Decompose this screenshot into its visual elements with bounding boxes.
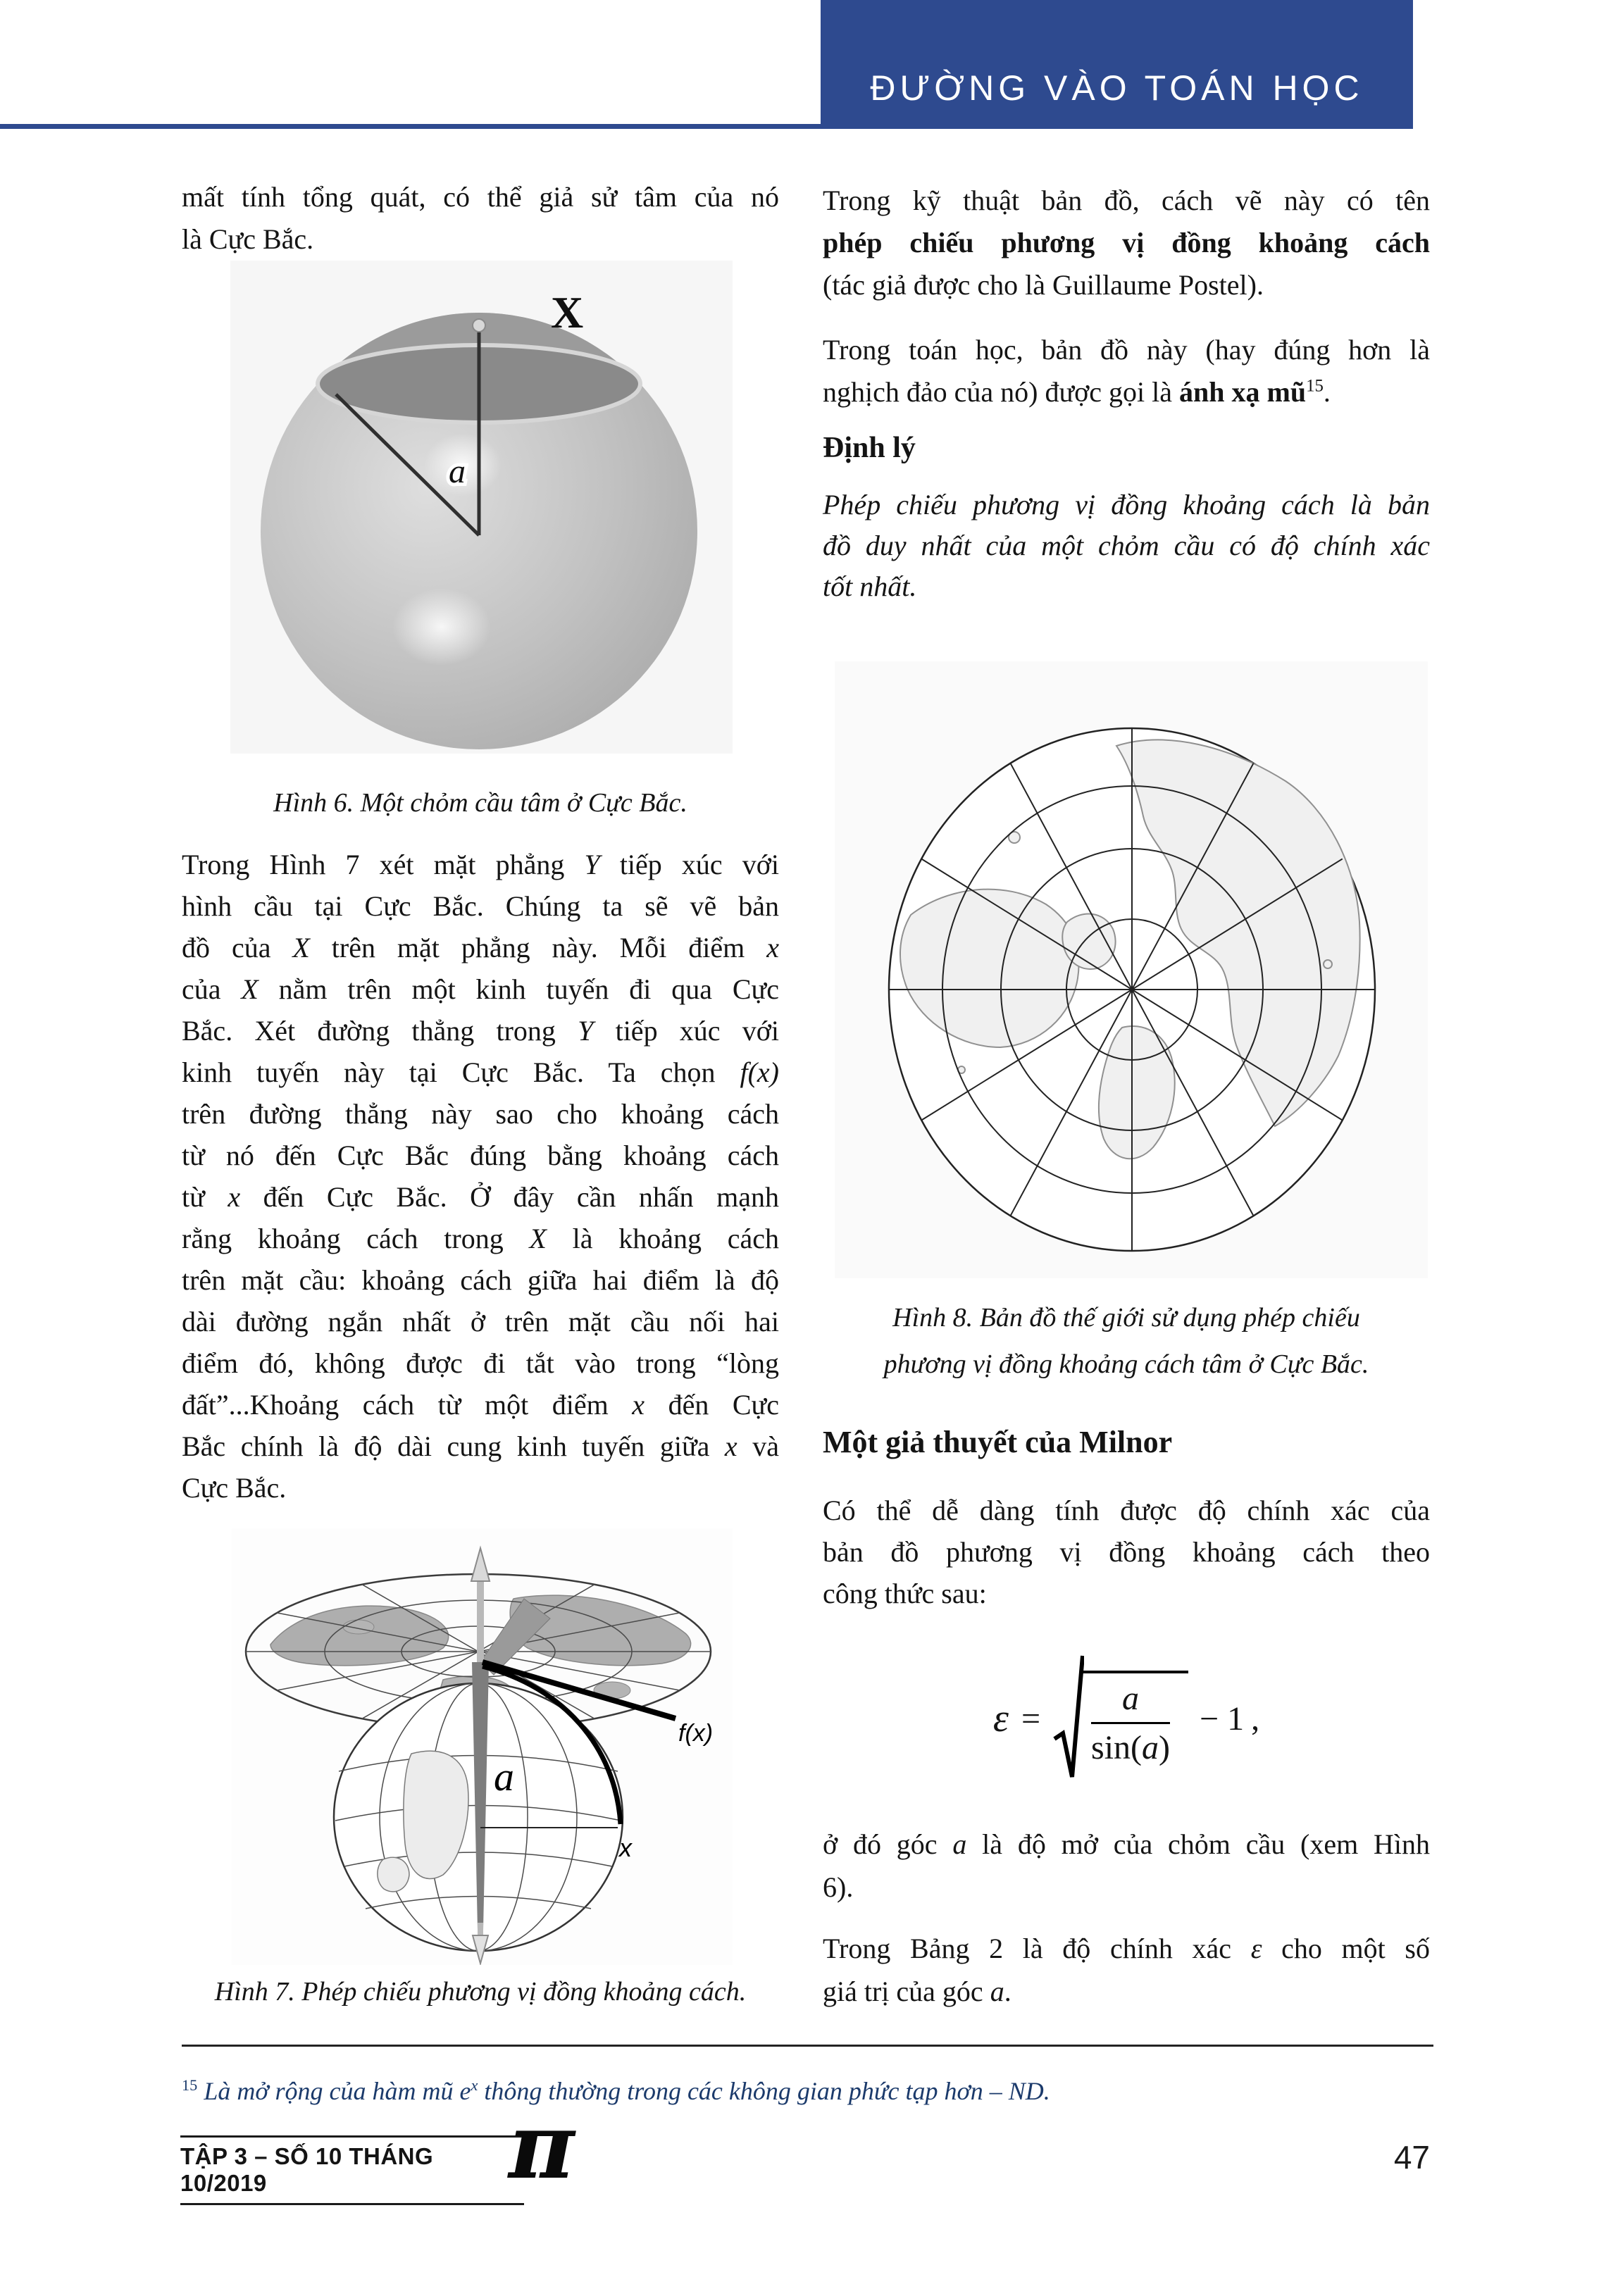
figure-6-caption: Hình 6. Một chỏm cầu tâm ở Cực Bắc.: [273, 788, 687, 818]
left-paragraph-2: [182, 844, 779, 1509]
text-line: Bắc chính là độ dài cung kinh tuyến giữa x và: [182, 1430, 779, 1462]
text-line: dài đường ngắn nhất ở trên mặt cầu nối hai: [182, 1306, 779, 1337]
text-line: bản đồ phương vị đồng khoảng cách theo: [823, 1536, 1430, 1568]
text-line: đồ của X trên mặt phẳng này. Mỗi điểm x: [182, 932, 779, 963]
page-number: 47: [1393, 2139, 1430, 2176]
globe-projection-illustration: [232, 1528, 733, 1965]
formula-epsilon: ε: [992, 1697, 1009, 1740]
text-line: tốt nhất.: [823, 570, 917, 602]
text-line: Phép chiếu phương vị đồng khoảng cách là bản: [823, 489, 1430, 520]
text-line: đồ duy nhất của một chỏm cầu có độ chính xác: [823, 530, 1430, 561]
point-x-label: x: [619, 1833, 632, 1862]
text-line: Có thể dễ dàng tính được độ chính xác của: [823, 1495, 1430, 1526]
polar-map-illustration: [835, 661, 1428, 1278]
header-band: [821, 0, 1413, 129]
text-line: kinh tuyến này tại Cực Bắc. Ta chọn f(x): [182, 1056, 779, 1088]
figure-8-caption-line2: phương vị đồng khoảng cách tâm ở Cực Bắc.: [883, 1349, 1369, 1379]
formula-radical: [1053, 1653, 1188, 1784]
text-line: của X nằm trên một kinh tuyến đi qua Cực: [182, 973, 779, 1005]
right-paragraph-2: [823, 329, 1430, 413]
set-x-label: X: [551, 287, 584, 337]
page-title: ĐƯỜNG VÀO TOÁN HỌC: [870, 68, 1364, 108]
fx-label: f(x): [678, 1720, 714, 1747]
text-line: là Cực Bắc.: [182, 223, 314, 255]
text-line: nghịch đảo của nó) được gọi là ánh xạ $mũ^{15}$.: [823, 376, 1331, 408]
right-paragraph-4: [823, 1823, 1430, 1909]
formula-equals: =: [1021, 1699, 1041, 1737]
text-line: điểm đó, không được đi tắt vào trong “lòng: [182, 1347, 779, 1379]
north-pole-dot: [473, 319, 485, 332]
angle-a-label: a: [449, 453, 466, 490]
text-line: hình cầu tại Cực Bắc. Chúng ta sẽ vẽ bản: [182, 890, 779, 922]
text-line: mất tính tổng quát, có thể giả sử tâm của nó: [182, 181, 779, 213]
text-line: Trong kỹ thuật bản đồ, cách vẽ này có tên: [823, 185, 1430, 216]
right-paragraph-5: [823, 1927, 1430, 2013]
text-line: đất”...Khoảng cách từ một điểm x đến Cực: [182, 1389, 779, 1421]
sphere-cap-illustration: [230, 261, 733, 754]
text-line: từ nó đến Cực Bắc đúng bằng khoảng cách: [182, 1140, 779, 1171]
text-line: công thức sau:: [823, 1578, 987, 1609]
footer-issue: TẬP 3 – SỐ 10 THÁNG 10/2019: [180, 2143, 434, 2196]
formula-comma: ,: [1251, 1699, 1260, 1737]
figure-7-projection: [232, 1528, 733, 1965]
right-paragraph-1: [823, 180, 1430, 306]
text-line: từ x đến Cực Bắc. Ở đây cần nhấn mạnh: [182, 1181, 779, 1213]
text-line: trên đường thẳng này sao cho khoảng cách: [182, 1098, 779, 1130]
angle-a-label: a: [494, 1754, 514, 1799]
text-line: Trong toán học, bản đồ này (hay đúng hơn là: [823, 334, 1430, 366]
pi-magazine-logo: π: [509, 2094, 575, 2200]
theorem-text: [823, 485, 1430, 607]
figure-8-caption-line1: Hình 8. Bản đồ thế giới sử dụng phép chiếu: [892, 1303, 1360, 1333]
footnote-text: $^{15}$ Là mở rộng của hàm mũ $e^x$ thông thường trong các không gian phức tạp hơn – ND.: [182, 2076, 1050, 2105]
text-line: rằng khoảng cách trong X là khoảng cách: [182, 1223, 779, 1254]
theorem-heading: Định lý: [823, 432, 916, 464]
formula-denominator: sin(a): [1091, 1728, 1171, 1766]
milnor-heading: Một giả thuyết của Milnor: [823, 1425, 1173, 1459]
text-line: giá trị của góc a.: [823, 1976, 1011, 2007]
text-line: Trong Hình 7 xét mặt phẳng Y tiếp xúc với: [182, 849, 780, 880]
text-line: Cực Bắc.: [182, 1472, 287, 1504]
text-line: 6).: [823, 1871, 854, 1903]
text-line: Trong Bảng 2 là độ chính xác ε cho một số: [823, 1933, 1430, 1964]
formula-minus-one: − 1: [1200, 1699, 1245, 1737]
right-paragraph-3: [823, 1490, 1430, 1614]
text-line: trên mặt cầu: khoảng cách giữa hai điểm là độ: [182, 1264, 779, 1296]
text-line: Bắc. Xét đường thẳng trong Y tiếp xúc với: [182, 1015, 780, 1047]
figure-7-caption: Hình 7. Phép chiếu phương vị đồng khoảng cách.: [214, 1977, 747, 2007]
figure-8-polar-map: [835, 661, 1428, 1278]
footnote-separator: [182, 2045, 1433, 2047]
text-line: (tác giả được cho là Guillaume Postel).: [823, 269, 1264, 301]
left-paragraph-1: [182, 176, 779, 261]
figure-6-sphere-cap: [230, 261, 733, 754]
text-line: phép chiếu phương vị đồng khoảng cách: [823, 227, 1430, 258]
epsilon-formula: [823, 1641, 1430, 1796]
text-line: ở đó góc a là độ mở của chỏm cầu (xem Hình: [823, 1828, 1431, 1860]
formula-numerator: a: [1091, 1679, 1170, 1724]
figure-8-caption: [823, 1294, 1430, 1387]
footer-issue-box: [180, 2135, 524, 2205]
